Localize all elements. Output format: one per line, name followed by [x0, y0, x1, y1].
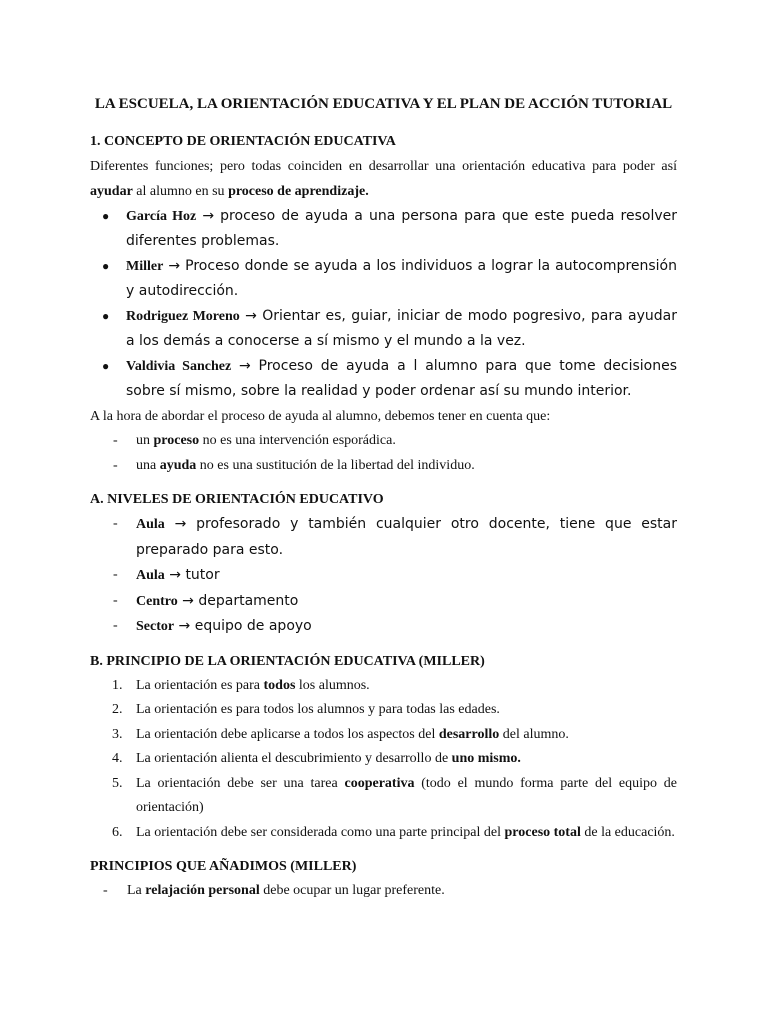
definition-text: Orientar es, guiar, iniciar de modo pogresivo, para ayudar a los demás a conocerse a sí mismo y el mundo a la vez.: [126, 308, 677, 349]
consideration-bold: ayuda: [159, 457, 197, 473]
consideration-text: una: [136, 457, 160, 473]
level-text: tutor: [185, 567, 220, 583]
principle-text: La orientación debe ser considerada como una parte principal del: [136, 824, 505, 840]
level-text: profesorado y también cualquier otro docente, tiene que estar preparado para esto.: [136, 516, 677, 558]
definition-author: Miller: [126, 259, 164, 274]
number-marker: 3.: [112, 726, 123, 742]
dash-marker: -: [113, 433, 118, 448]
principle-text: los alumnos.: [295, 677, 370, 693]
level-name: Aula: [136, 517, 165, 532]
section-a-heading: A. NIVELES DE ORIENTACIÓN EDUCATIVO: [90, 492, 384, 507]
bullet-marker: ●: [102, 209, 110, 223]
dash-marker: -: [113, 457, 118, 473]
dash-marker: -: [113, 516, 118, 531]
definition-item: [90, 254, 677, 304]
level-item: [90, 512, 677, 563]
section-1-intro: [90, 154, 677, 204]
consideration-item: [90, 454, 677, 479]
definition-text: Proceso de ayuda a l alumno para que tome decisiones sobre sí mismo, sobre la realidad y poder ordenar así su mundo interior.: [126, 358, 677, 399]
number-marker: 2.: [112, 702, 123, 717]
dash-marker: -: [113, 567, 118, 582]
arrow-icon: →: [196, 208, 221, 224]
intro-bold-ayudar: ayudar: [90, 184, 133, 199]
arrow-icon: →: [231, 358, 259, 374]
bullet-marker: ●: [102, 309, 110, 323]
principle-item: [90, 747, 677, 772]
definition-author: García Hoz: [126, 209, 197, 224]
number-marker: 4.: [112, 751, 123, 766]
bullet-marker: ●: [102, 259, 110, 273]
principle-bold: proceso total: [504, 824, 581, 840]
consideration-text: no es una sustitución de la libertad del individuo.: [196, 457, 475, 473]
number-marker: 1.: [112, 677, 123, 693]
section-1-heading: 1. CONCEPTO DE ORIENTACIÓN EDUCATIVA: [90, 134, 396, 149]
arrow-icon: →: [163, 258, 186, 274]
level-name: Centro: [136, 593, 178, 609]
principle-bold: cooperativa: [344, 775, 415, 791]
dash-marker: -: [113, 618, 118, 633]
added-principle-item: [90, 879, 677, 904]
principle-item: [90, 821, 677, 846]
level-text: departamento: [198, 592, 299, 609]
added-principles-list: [90, 879, 677, 904]
definition-author: Rodriguez Moreno: [126, 309, 240, 324]
definition-author: Valdivia Sanchez: [126, 359, 232, 374]
level-text: equipo de apoyo: [194, 618, 312, 634]
principle-bold: todos: [263, 677, 296, 693]
level-name: Sector: [136, 619, 175, 634]
consideration-item: [90, 429, 677, 454]
principle-text: de la educación.: [580, 824, 675, 840]
level-name: Aula: [136, 568, 165, 583]
arrow-icon: →: [177, 592, 199, 609]
definition-text: Proceso donde se ayuda a los individuos a lograr la autocomprensión y autodirección.: [126, 258, 677, 299]
level-item: [90, 614, 677, 640]
added-principle-bold: relajación personal: [145, 883, 260, 898]
intro-bold-proceso: proceso de aprendizaje.: [228, 184, 369, 199]
consideration-bold: proceso: [153, 433, 200, 448]
arrow-icon: →: [164, 516, 197, 532]
principle-text: del alumno.: [499, 726, 569, 742]
section-c-heading: PRINCIPIOS QUE AÑADIMOS (MILLER): [90, 859, 357, 874]
section-b-heading: B. PRINCIPIO DE LA ORIENTACIÓN EDUCATIVA (MILLER): [90, 653, 485, 669]
consideration-text: un: [136, 433, 154, 448]
principle-text: La orientación debe aplicarse a todos los aspectos del: [136, 726, 439, 742]
number-marker: 6.: [112, 824, 123, 840]
added-principle-text: La: [127, 883, 146, 898]
principles-list: [90, 674, 677, 846]
principle-text: La orientación es para todos los alumnos y para todas las edades.: [136, 702, 500, 717]
principle-bold: desarrollo: [438, 726, 500, 742]
principle-bold: uno mismo.: [451, 751, 521, 766]
considerations-list: [90, 429, 677, 478]
dash-marker: -: [103, 883, 108, 898]
principle-item: [90, 674, 677, 699]
principle-text: La orientación alienta el descubrimiento y desarrollo de: [136, 751, 452, 766]
level-item: [90, 563, 677, 589]
document-page: [90, 92, 677, 904]
definitions-list: [90, 204, 677, 404]
arrow-icon: →: [164, 567, 186, 583]
definition-item: [90, 354, 677, 404]
document-title: LA ESCUELA, LA ORIENTACIÓN EDUCATIVA Y EL PLAN DE ACCIÓN TUTORIAL: [94, 96, 673, 112]
level-item: [90, 589, 677, 615]
principle-text: La orientación es para: [136, 677, 264, 693]
definition-text: proceso de ayuda a una persona para que este pueda resolver diferentes problemas.: [126, 208, 677, 249]
intro-text: al alumno en su: [132, 184, 229, 199]
definition-item: [90, 304, 677, 354]
levels-list: [90, 512, 677, 640]
added-principle-text: debe ocupar un lugar preferente.: [259, 883, 445, 898]
principle-item: [90, 723, 677, 748]
bullet-marker: ●: [102, 359, 110, 373]
principle-text: La orientación debe ser una tarea: [136, 775, 345, 791]
arrow-icon: →: [174, 618, 195, 634]
arrow-icon: →: [239, 308, 263, 324]
principle-item: [90, 698, 677, 723]
dash-marker: -: [113, 592, 118, 608]
section-c: [90, 855, 677, 904]
section-1-note: A la hora de abordar el proceso de ayuda al alumno, debemos tener en cuenta que:: [90, 409, 551, 424]
principle-text: (todo el mundo forma parte del equipo de orientación): [136, 775, 677, 815]
consideration-text: no es una intervención esporádica.: [199, 433, 396, 448]
principle-item: [90, 772, 677, 821]
intro-text: Diferentes funciones; pero todas coinciden en desarrollar una orientación educativa para poder así: [90, 159, 677, 174]
number-marker: 5.: [112, 775, 123, 791]
definition-item: [90, 204, 677, 254]
